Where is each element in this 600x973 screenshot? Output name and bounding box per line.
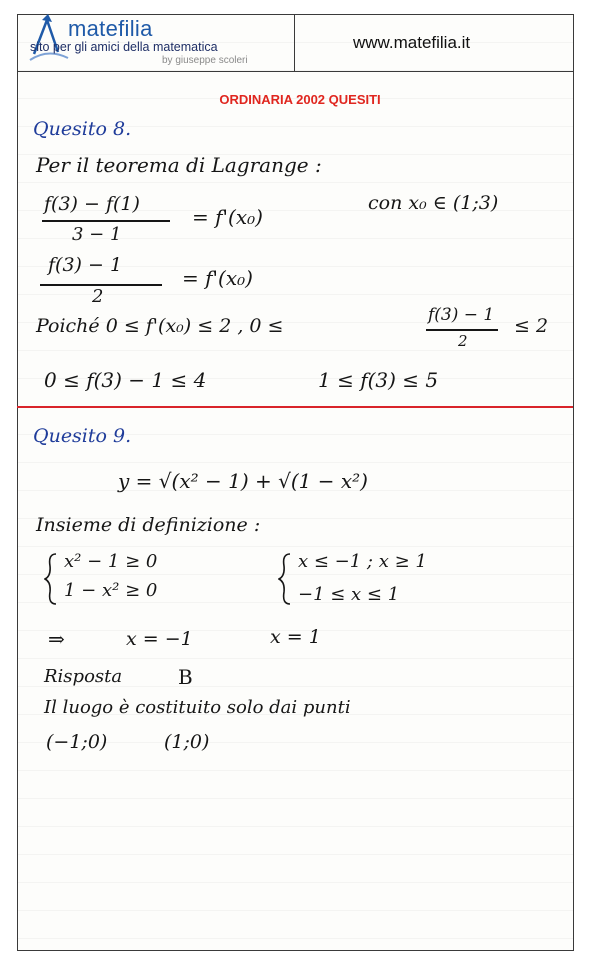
q8-heading: Quesito 8. bbox=[33, 118, 132, 140]
q8-frac3-bound: ≤ 2 bbox=[514, 315, 549, 337]
q9-heading: Quesito 9. bbox=[33, 425, 132, 447]
q9-system1-row2: 1 − x² ≥ 0 bbox=[64, 580, 158, 601]
q8-condition: con x₀ ∈ (1;3) bbox=[368, 192, 499, 214]
q9-system1-row1: x² − 1 ≥ 0 bbox=[64, 551, 158, 572]
q9-answer-label: Risposta bbox=[44, 666, 123, 687]
q8-frac3-numerator: f(3) − 1 bbox=[428, 305, 495, 325]
website-url[interactable]: www.matefilia.it bbox=[353, 33, 471, 52]
q9-conclusion: Il luogo è costituito solo dai punti bbox=[44, 697, 351, 718]
logo-byline: by giuseppe scoleri bbox=[162, 55, 248, 66]
q8-inequality-1: 0 ≤ f(3) − 1 ≤ 4 bbox=[44, 368, 207, 392]
q8-lagrange-line: Per il teorema di Lagrange : bbox=[36, 153, 322, 177]
q9-system2-row2: −1 ≤ x ≤ 1 bbox=[298, 584, 400, 605]
q9-point-2: (1;0) bbox=[164, 731, 210, 753]
q8-since-line: Poiché 0 ≤ f'(x₀) ≤ 2 , 0 ≤ bbox=[36, 315, 284, 337]
logo-name: matefilia bbox=[68, 16, 153, 41]
q8-frac2-numerator: f(3) − 1 bbox=[48, 254, 123, 276]
q9-solution-1: x = −1 bbox=[126, 628, 193, 650]
q9-domain-label: Insieme di definizione : bbox=[36, 514, 261, 536]
q8-frac3-bar bbox=[426, 329, 498, 331]
q8-frac2-denominator: 2 bbox=[92, 286, 104, 307]
q8-frac1-equals: = f'(x₀) bbox=[192, 205, 263, 229]
q8-frac1-denominator: 3 − 1 bbox=[72, 224, 122, 245]
section-divider bbox=[17, 406, 573, 408]
system1-brace-icon bbox=[44, 552, 58, 606]
q9-point-1: (−1;0) bbox=[46, 731, 108, 753]
q9-implies: ⇒ bbox=[48, 627, 65, 651]
q8-frac1-numerator: f(3) − f(1) bbox=[44, 193, 140, 215]
q8-frac2-equals: = f'(x₀) bbox=[182, 266, 253, 290]
header-divider bbox=[17, 71, 573, 72]
system2-brace-icon bbox=[278, 552, 292, 606]
q9-system2-row1: x ≤ −1 ; x ≥ 1 bbox=[298, 551, 427, 572]
q9-solution-2: x = 1 bbox=[270, 626, 321, 648]
q9-function: y = √(x² − 1) + √(1 − x²) bbox=[118, 469, 368, 493]
q8-frac3-denominator: 2 bbox=[458, 332, 468, 350]
logo-tagline: sito per gli amici della matematica bbox=[30, 40, 218, 54]
page-title: ORDINARIA 2002 QUESITI bbox=[219, 92, 381, 107]
q9-answer-letter: B bbox=[178, 665, 193, 689]
header-vertical-divider bbox=[294, 14, 295, 72]
q8-frac1-bar bbox=[42, 220, 170, 222]
q8-inequality-2: 1 ≤ f(3) ≤ 5 bbox=[318, 368, 439, 392]
